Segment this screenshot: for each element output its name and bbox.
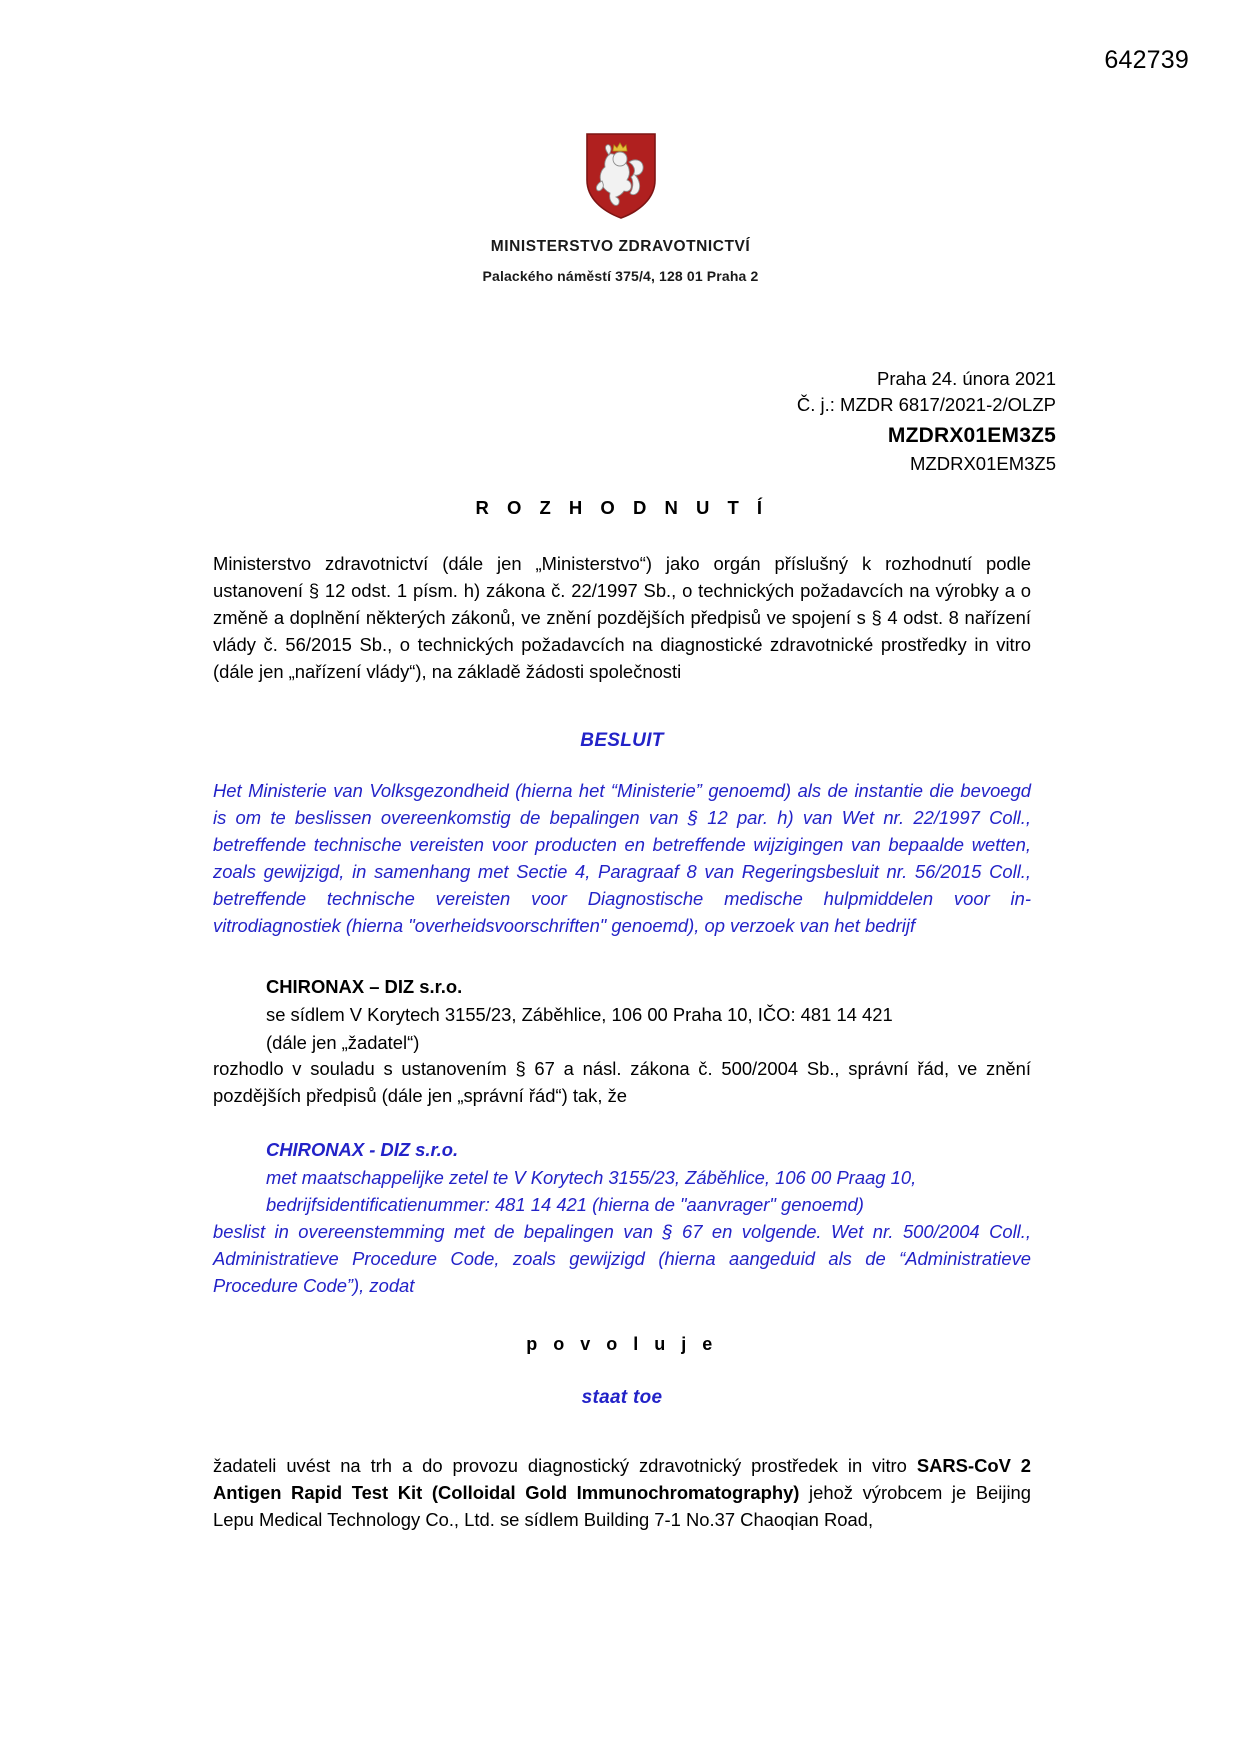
heading-permits-nl: staat toe bbox=[581, 1386, 663, 1408]
heading-permits-cs: p o v o l u j e bbox=[526, 1333, 718, 1354]
paragraph-intro-nl: Het Ministerie van Volksgezondheid (hierna het “Ministerie” genoemd) als de instantie die bevoegd is om te beslissen overeenkomstig de bepalingen van § 12 par. h) van Wet nr. 22/1997 Coll., betreffende technische vereisten voor producten en betreffende wijzigingen van bepaalde wetten, zoals gewijzigd, in samenhang met Sectie 4, Paragraaf 8 van Regeringsbesluit nr. 56/2015 Coll., betreffende technische vereisten voor Diagnostische medische hulpmiddelen voor in-vitrodiagnostiek (hierna "overheidsvoorschriften" genoemd), op verzoek van het bedrijf bbox=[213, 779, 1031, 936]
place-and-date: Praha 24. února 2021 bbox=[877, 368, 1056, 389]
czech-coat-of-arms-icon bbox=[585, 132, 657, 220]
ministry-address: Palackého náměstí 375/4, 128 01 Praha 2 bbox=[482, 268, 759, 284]
document-body bbox=[213, 497, 1031, 1534]
applicant-name-nl: CHIRONAX - DIZ s.r.o. bbox=[266, 1139, 459, 1161]
heading-decision-cs: R O Z H O D N U T Í bbox=[475, 497, 769, 518]
applicant-block-cs bbox=[213, 973, 1031, 1056]
file-number: Č. j.: MZDR 6817/2021-2/OLZP bbox=[796, 394, 1056, 416]
product-name: SARS-CoV 2 Antigen Rapid Test Kit (Colloidal Gold Immunochromatography) bbox=[213, 1454, 1031, 1503]
applicant-block-nl bbox=[213, 1136, 1031, 1219]
paragraph-permission-cs bbox=[213, 1453, 1031, 1534]
permission-tail: jehož výrobcem je Beijing Lepu Medical Technology Co., Ltd. se sídlem Building 7-1 No.37 Chaoqian Road, bbox=[213, 1481, 1031, 1530]
page-number: 642739 bbox=[1104, 46, 1189, 74]
applicant-seat-nl: met maatschappelijke zetel te V Korytech 3155/23, Záběhlice, 106 00 Praag 10, bbox=[266, 1166, 917, 1188]
applicant-name-cs: CHIRONAX – DIZ s.r.o. bbox=[266, 976, 463, 998]
document-code-plain: MZDRX01EM3Z5 bbox=[910, 453, 1056, 475]
applicant-seat-cs: se sídlem V Korytech 3155/23, Záběhlice, 106 00 Praha 10, IČO: 481 14 421 bbox=[266, 1004, 893, 1026]
ministry-name: MINISTERSTVO ZDRAVOTNICTVÍ bbox=[490, 238, 751, 255]
paragraph-intro-cs: Ministerstvo zdravotnictví (dále jen „Ministerstvo“) jako orgán příslušný k rozhodnutí podle ustanovení § 12 odst. 1 písm. h) zákona č. 22/1997 Sb., o technických požadavcích na výrobky a o změně a doplnění některých zákonů, ve znění pozdějších předpisů ve spojení s § 4 odst. 8 nařízení vlády č. 56/2015 Sb., o technických požadavcích na diagnostické zdravotnické prostředky in vitro (dále jen „nařízení vlády“), na základě žádosti společnosti bbox=[213, 553, 1031, 682]
heading-decision-nl: BESLUIT bbox=[580, 729, 664, 751]
paragraph-decided-nl: beslist in overeenstemming met de bepalingen van § 67 en volgende. Wet nr. 500/2004 Coll., Administratieve Procedure Code, zoals gewijzigd (hierna aangeduid als de “Administratieve Procedure Code”), zodat bbox=[213, 1221, 1031, 1296]
applicant-alias-cs: (dále jen „žadatel“) bbox=[266, 1031, 420, 1053]
letterhead bbox=[0, 132, 1241, 284]
document-code-bold: MZDRX01EM3Z5 bbox=[887, 423, 1056, 447]
reference-block bbox=[797, 366, 1056, 478]
permission-lead-in: žadateli uvést na trh a do provozu diagnostický zdravotnický prostředek in vitro bbox=[213, 1454, 917, 1476]
paragraph-decided-cs: rozhodlo v souladu s ustanovením § 67 a násl. zákona č. 500/2004 Sb., správní řád, ve znění pozdějších předpisů (dále jen „správní řád“) tak, že bbox=[213, 1058, 1031, 1107]
applicant-id-nl: bedrijfsidentificatienummer: 481 14 421 (hierna de "aanvrager" genoemd) bbox=[266, 1194, 864, 1216]
